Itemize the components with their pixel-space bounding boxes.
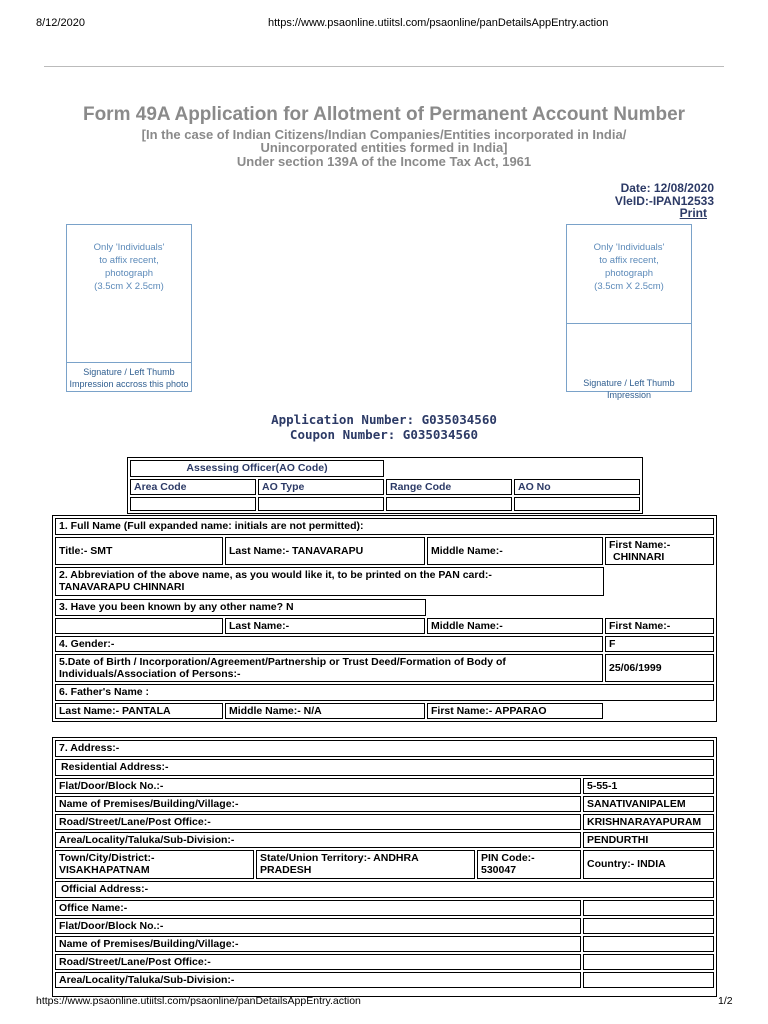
flat-value: 5-55-1	[583, 778, 714, 794]
country-field: Country:- INDIA	[583, 850, 714, 879]
ao-code-heading: Assessing Officer(AO Code)	[130, 460, 384, 477]
area-code-label: Area Code	[130, 479, 256, 495]
first-name-value: CHINNARI	[613, 551, 665, 563]
gender-label: 4. Gender:-	[55, 636, 603, 652]
dob-label-line: Individuals/Association of Persons:-	[59, 668, 241, 680]
photo-instructions-right	[567, 241, 691, 293]
pin-field	[477, 850, 581, 879]
other-title-field	[55, 618, 223, 634]
range-code-label: Range Code	[386, 479, 512, 495]
ao-type-value	[258, 497, 384, 511]
photo-text-line: (3.5cm X 2.5cm)	[94, 281, 164, 292]
form-subtitle-2: Unincorporated entities formed in India]	[260, 140, 508, 155]
form-subtitle-1: [In the case of Indian Citizens/Indian Companies/Entities incorporated in India/	[141, 127, 627, 142]
dob-value: 25/06/1999	[605, 654, 714, 682]
dob-label	[55, 654, 603, 682]
page-url: https://www.psaonline.utiitsl.com/psaonline/panDetailsAppEntry.action	[268, 17, 609, 29]
photo-text-line: to affix recent,	[99, 255, 159, 266]
other-last-name-field: Last Name:-	[225, 618, 425, 634]
area-label: Area/Locality/Taluka/Sub-Division:-	[55, 832, 581, 848]
dob-label-line: 5.Date of Birth / Incorporation/Agreement/Partnership or Trust Deed/Formation of Body of	[59, 656, 506, 668]
section-1-heading: 1. Full Name (Full expanded name: initials are not permitted):	[55, 518, 714, 535]
photo-text-line: photograph	[604, 268, 654, 279]
road-label: Road/Street/Lane/Post Office:-	[55, 814, 581, 830]
town-value: VISAKHAPATNAM	[59, 864, 150, 876]
address-heading: 7. Address:-	[55, 740, 714, 757]
father-name-heading: 6. Father's Name :	[55, 684, 714, 701]
office-name-label: Office Name:-	[55, 900, 581, 916]
footer-url: https://www.psaonline.utiitsl.com/psaonline/panDetailsAppEntry.action	[36, 995, 361, 1007]
print-link-label[interactable]: Print	[679, 206, 707, 220]
print-date: 8/12/2020	[36, 17, 85, 29]
photo-text-line: to affix recent,	[599, 255, 659, 266]
photo-text-line: Only 'Individuals'	[93, 242, 165, 253]
premises-value: SANATIVANIPALEM	[583, 796, 714, 812]
official-address-heading: Official Address:-	[55, 881, 714, 898]
photo-box-right	[566, 224, 692, 400]
official-road-label: Road/Street/Lane/Post Office:-	[55, 954, 581, 970]
last-name-field: Last Name:- TANAVARAPU	[225, 537, 425, 565]
ao-type-label: AO Type	[258, 479, 384, 495]
other-name-question: 3. Have you been known by any other name? N	[55, 599, 426, 616]
abbreviation-field	[55, 567, 604, 596]
official-premises-label: Name of Premises/Building/Village:-	[55, 936, 581, 952]
state-label: State/Union Territory:- ANDHRA	[260, 852, 419, 864]
vle-id: VleID:-IPAN12533	[614, 194, 714, 208]
title-field: Title:- SMT	[55, 537, 223, 565]
pin-label: PIN Code:-	[481, 852, 535, 864]
print-link[interactable]	[680, 206, 707, 220]
premises-label: Name of Premises/Building/Village:-	[55, 796, 581, 812]
ao-no-label: AO No	[514, 479, 640, 495]
photo-box-left	[66, 224, 192, 392]
pin-value: 530047	[481, 864, 517, 876]
other-first-name-field: First Name:-	[605, 618, 714, 634]
area-value: PENDURTHI	[583, 832, 714, 848]
range-code-value	[386, 497, 512, 511]
official-area-label: Area/Locality/Taluka/Sub-Division:-	[55, 972, 581, 988]
official-premises-value	[583, 936, 714, 952]
form-date: Date: 12/08/2020	[620, 181, 714, 195]
flat-label: Flat/Door/Block No.:-	[55, 778, 581, 794]
ao-no-value	[514, 497, 640, 511]
office-name-value	[583, 900, 714, 916]
other-middle-name-field: Middle Name:-	[427, 618, 603, 634]
signature-text-line: Impression accross this photo	[69, 379, 189, 389]
photo-divider	[567, 323, 691, 324]
father-middle-name: Middle Name:- N/A	[225, 703, 425, 719]
signature-area-right	[567, 377, 691, 401]
divider	[44, 66, 724, 67]
town-field	[55, 850, 254, 879]
father-last-name: Last Name:- PANTALA	[55, 703, 223, 719]
first-name-label: First Name:-	[609, 539, 671, 551]
form-subtitle-3: Under section 139A of the Income Tax Act, 1961	[236, 154, 532, 169]
signature-text-line: Signature / Left Thumb Impression	[583, 378, 675, 400]
abbreviation-label: 2. Abbreviation of the above name, as you would like it, to be printed on the PAN card:-	[59, 569, 492, 581]
photo-text-line: (3.5cm X 2.5cm)	[594, 281, 664, 292]
area-code-value	[130, 497, 256, 511]
official-flat-value	[583, 918, 714, 934]
first-name-field	[605, 537, 714, 565]
form-title: Form 49A Application for Allotment of Permanent Account Number	[82, 104, 686, 125]
coupon-number: Coupon Number: G035034560	[289, 427, 479, 442]
father-first-name: First Name:- APPARAO	[427, 703, 603, 719]
signature-area-left	[67, 366, 191, 390]
road-value: KRISHNARAYAPURAM	[583, 814, 714, 830]
state-field	[256, 850, 475, 879]
official-flat-label: Flat/Door/Block No.:-	[55, 918, 581, 934]
official-area-value	[583, 972, 714, 988]
middle-name-field: Middle Name:-	[427, 537, 603, 565]
residential-address-heading: Residential Address:-	[55, 759, 714, 776]
photo-text-line: Only 'Individuals'	[593, 242, 665, 253]
page-number: 1/2	[718, 995, 733, 1007]
photo-instructions-left	[67, 241, 191, 293]
photo-divider	[67, 362, 191, 363]
gender-value: F	[605, 636, 714, 652]
official-road-value	[583, 954, 714, 970]
application-number: Application Number: G035034560	[271, 412, 497, 427]
photo-text-line: photograph	[104, 268, 154, 279]
town-label: Town/City/District:-	[59, 852, 155, 864]
state-value: PRADESH	[260, 864, 312, 876]
signature-text-line: Signature / Left Thumb	[83, 367, 175, 377]
abbreviation-value: TANAVARAPU CHINNARI	[59, 581, 185, 593]
